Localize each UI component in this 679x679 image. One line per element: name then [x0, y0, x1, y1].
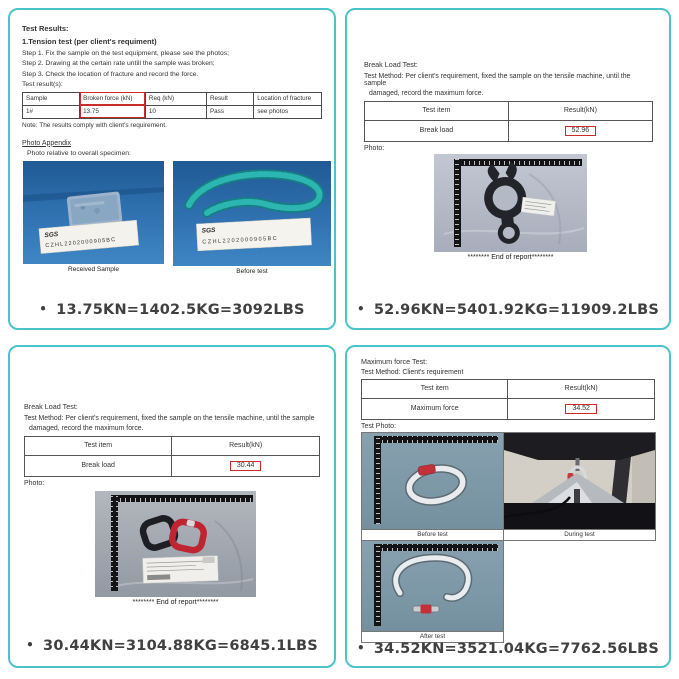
machine-base — [504, 503, 655, 529]
col-result: Result(kN) — [172, 436, 320, 455]
result-note: Note: The results comply with client's requirement. — [22, 121, 167, 129]
conversion-text: 30.44KN=3104.88KG=6845.1LBS — [43, 638, 318, 654]
panel-tension-test — [8, 8, 336, 330]
col-test-item: Test item — [365, 101, 509, 120]
col-test-item: Test item — [25, 436, 172, 455]
photo-label: Photo: — [24, 479, 45, 487]
test-subtitle: 1.Tension test (per client's requiment) — [22, 37, 157, 46]
tension-result-table — [22, 92, 322, 119]
during-test-photo — [504, 432, 656, 529]
before-test-image — [173, 161, 331, 266]
panel-break-load-1 — [345, 8, 671, 330]
ruler-vertical — [374, 544, 381, 626]
panel-title: Break Load Test: — [364, 60, 418, 69]
test-tag — [143, 555, 219, 583]
bullet-dot: • — [39, 302, 48, 316]
conversion-line — [10, 302, 334, 318]
cell-result — [508, 120, 652, 141]
col-sample: Sample — [23, 92, 80, 105]
received-sample-image — [23, 161, 164, 264]
photo-appendix-intro: Photo relative to overall specimen: — [27, 149, 131, 157]
ruler-vertical — [111, 495, 118, 591]
cell-result — [508, 398, 655, 419]
method-line-2: damaged, record the maximum force. — [29, 424, 144, 432]
conversion-text: 13.75KN=1402.5KG=3092LBS — [56, 302, 305, 318]
col-broken-force: Broken force (kN) — [80, 92, 146, 105]
cell-test-item: Maximum force — [362, 398, 508, 419]
method-line: Test Method: Client's requirement — [361, 369, 464, 376]
ruler-horizontal — [374, 436, 498, 443]
specimen-photos — [23, 161, 322, 275]
highlighted-result: 52.96 — [565, 126, 597, 136]
after-test-image — [362, 541, 503, 631]
detached-red-gate — [413, 604, 439, 613]
end-of-report: ******** End of report******** — [132, 598, 219, 606]
table-header-row — [362, 379, 655, 398]
before-test-image — [362, 433, 503, 529]
before-test-photo — [173, 161, 331, 275]
table-header-row — [365, 101, 653, 120]
during-test-image — [504, 433, 655, 529]
photo-caption: After test — [362, 631, 504, 642]
table-row — [362, 398, 655, 419]
photo-background — [362, 433, 503, 529]
panel-maximum-force — [345, 345, 671, 668]
cell-location: see photos — [254, 105, 322, 118]
step-1: Step 1. Fix the sample on the test equipment, please see the photos; — [22, 50, 230, 57]
pull-rod — [576, 458, 580, 471]
machine-head — [504, 433, 655, 460]
cell-sample: 1# — [23, 105, 80, 118]
break-load-table — [24, 436, 320, 477]
empty-cell — [504, 540, 656, 631]
table-header-row — [23, 92, 322, 105]
table-header-row — [25, 436, 320, 455]
photo-label: Photo: — [364, 144, 385, 152]
method-line-2: damaged, record the maximum force. — [369, 89, 484, 97]
conversion-line — [347, 641, 669, 657]
ruler-horizontal — [454, 159, 582, 166]
cell-req: 10 — [145, 105, 206, 118]
bullet-dot: • — [357, 302, 365, 316]
photo-caption: Before test — [236, 267, 268, 275]
sgs-logo-text: SGS — [44, 230, 59, 239]
ruler-vertical — [454, 159, 461, 247]
table-row — [365, 120, 653, 141]
col-result: Result(kN) — [508, 379, 655, 398]
method-line-1: Test Method: Per client's requirement, fixed the sample on the tensile machine, until the sample — [24, 415, 315, 422]
col-test-item: Test item — [362, 379, 508, 398]
before-test-photo — [362, 432, 504, 529]
table-row — [25, 455, 320, 476]
cell-broken-force: 13.75 — [80, 105, 146, 118]
panel-title: Break Load Test: — [24, 402, 78, 411]
conversion-text: 34.52KN=3521.04KG=7762.56LBS — [373, 641, 659, 657]
photo-caption: Received Sample — [68, 265, 119, 273]
sgs-logo-text: SGS — [201, 226, 216, 235]
received-sample-photo — [23, 161, 164, 275]
col-result: Result — [206, 92, 253, 105]
end-of-report: ******** End of report******** — [467, 253, 554, 261]
method-line-1: Test Method: Per client's requirement, fixed the sample on the tensile machine, until the sample — [364, 73, 631, 87]
sample-code-text: CZHL2202000905BC — [202, 235, 279, 246]
cell-result — [172, 455, 320, 476]
conversion-line — [10, 638, 334, 654]
sample-code-text: CZHL2202000905BC — [45, 236, 117, 249]
cell-test-item: Break load — [365, 120, 509, 141]
after-test-photo — [362, 540, 504, 631]
test-photo-grid — [361, 432, 656, 643]
panel-title: Test Results: — [22, 24, 69, 33]
ruler-horizontal — [374, 544, 498, 551]
photo-appendix-title: Photo Appendix — [22, 139, 72, 147]
carabiner-photo — [95, 491, 256, 606]
col-req: Req (kN) — [145, 92, 206, 105]
max-force-table — [361, 379, 655, 420]
photo-caption: Before test — [362, 529, 504, 540]
photo-caption: During test — [504, 529, 656, 540]
result-label: Test result(s): — [22, 81, 63, 89]
cell-test-item: Break load — [25, 455, 172, 476]
cell-result: Pass — [206, 105, 253, 118]
panel-title: Maximum force Test: — [361, 357, 428, 366]
highlighted-result: 30.44 — [230, 461, 262, 471]
step-2: Step 2. Drawing at the certain rate untill the sample was broken; — [22, 60, 215, 68]
break-load-table — [364, 101, 653, 142]
col-result: Result(kN) — [508, 101, 652, 120]
bullet-dot: • — [357, 641, 365, 655]
conversion-text: 52.96KN=5401.92KG=11909.2LBS — [373, 302, 659, 318]
carabiner-image — [95, 491, 256, 597]
table-row — [23, 105, 322, 118]
panel-break-load-2 — [8, 345, 336, 668]
conversion-line — [347, 302, 669, 318]
bullet-dot: • — [26, 638, 35, 652]
ruler-horizontal — [111, 495, 253, 502]
col-location: Location of fracture — [254, 92, 322, 105]
figure-eight-photo — [434, 154, 587, 261]
sgs-label — [196, 218, 311, 251]
photo-label: Test Photo: — [361, 422, 397, 430]
figure-eight-image — [434, 154, 587, 252]
step-3: Step 3. Check the location of fracture and record the force. — [22, 70, 199, 78]
highlighted-result: 34.52 — [565, 404, 597, 414]
ruler-vertical — [374, 436, 381, 524]
